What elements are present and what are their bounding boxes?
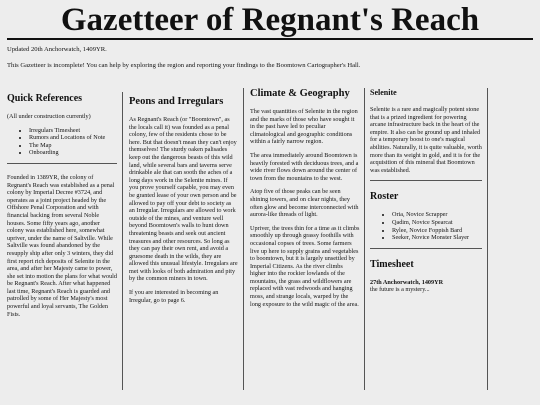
quick-references-list: [7, 127, 117, 157]
peons-paragraph-2: If you are interested in becoming an Irregular, go to page 6.: [129, 289, 219, 304]
selenite-heading: Selenite: [370, 88, 397, 97]
quick-ref-link-map[interactable]: • The Map: [29, 142, 117, 150]
column-divider: [487, 88, 488, 390]
colony-history-text: Founded in 1389YR, the colony of Regnant's Reach was established as a penal colony by Imperial Decree #3724, and operates as a joint project headed by the Offshore Penal Corporation and with financial backing from several Noble houses. Some fifty years ago, another colony was established here, somewhat upriver, under the name of Saltville. While Saltville was found abandoned by the resupply ship after only 3 winters, they did first report rich deposits of Selenite in the area, and after her Majesty came to power, she set into motion the plans for what would be Regnant's Reach. After what happened last time, Regnant's Reach is guarded and patrolled by some of Her Majesty's most powerful and loyal servants, The Golden Fists.: [7, 173, 117, 318]
updated-date: Updated 20th Anchorwatch, 1409YR.: [7, 46, 107, 53]
climate-column: [250, 88, 360, 314]
quick-ref-link-irregulars-timesheet[interactable]: • Irregulars Timesheet: [29, 127, 117, 135]
column-divider: [122, 92, 123, 390]
roster-heading: Roster: [370, 191, 399, 203]
quick-ref-link-onboarding[interactable]: • Onboarding: [29, 149, 117, 157]
column-divider: [364, 88, 365, 390]
column-divider: [243, 88, 244, 390]
selenite-text: Selenite is a rare and magically potent stone that is a prized ingredient for powering arcane infrastructure back in the heart of the empire. It also can be ground up and inhaled for a temporary boost to one's magical abilities. Naturally, it is quite valuable, worth more than its weight in gold, and it is for the acquisition of this mineral that Boomtown was established.: [370, 106, 482, 174]
quick-ref-link-rumors[interactable]: • Rumors and Locations of Note: [29, 134, 117, 142]
section-divider: [7, 163, 117, 164]
quick-references-column: [7, 93, 117, 324]
roster-item: • Oria, Novice Scrapper: [392, 211, 482, 219]
quick-references-heading: Quick References: [7, 93, 83, 104]
roster-list: [370, 211, 482, 241]
quick-references-note: (All under construction currently): [7, 113, 91, 120]
section-divider: [370, 180, 482, 181]
roster-item: • Rylee, Novice Foppish Bard: [392, 227, 482, 235]
timesheet-text: the future is a mystery...: [370, 286, 430, 294]
peons-column: [129, 96, 238, 310]
climate-paragraph-2: The area immediately around Boomtown is heavily forested with deciduous trees, and a wide river flows down around the center of town from the mountains to the west.: [250, 151, 359, 182]
peons-heading: Peons and Irregulars: [129, 96, 224, 107]
page-title: Gazetteer of Regnant's Reach: [60, 2, 480, 38]
incomplete-notice: This Gazetteer is incomplete! You can help by exploring the region and reporting your findings to the Boomtown Cartographer's Hall.: [7, 62, 361, 69]
timesheet-date: 27th Anchorwatch, 1409YR: [370, 278, 444, 286]
title-divider: [7, 38, 533, 40]
sidebar-column: [370, 88, 482, 294]
climate-paragraph-3: Atop five of those peaks can be seen shining towers, and on clear nights, they often glow and become interconnected with aurora-like threads of light.: [250, 188, 359, 219]
climate-paragraph-1: The vast quantities of Selenite in the region and the marks of those who have sought it in the past have led to peculiar climatological and geographic conditions within a fairly narrow region.: [250, 108, 358, 146]
section-divider: [370, 248, 482, 249]
climate-heading: Climate & Geography: [250, 88, 350, 99]
timesheet-heading: Timesheet: [370, 258, 414, 270]
climate-paragraph-4: Upriver, the trees thin for a time as it climbs smoothly up through grassy foothills with occasional copses of trees. Some farmers live up here to supply grains and vegetables to boomtown, but it is largely unsettled by Imperial Citizens. As the river climbs higher into the rockier lowlands of the mountains, the grass and wildflowers are replaced with vast redwoods and hanging moss, and strange locals, warped by the long exposure to the wild magic of the area.: [250, 224, 360, 308]
roster-item: • Qadim, Novice Spearcat: [392, 219, 482, 227]
roster-item: • Seeker, Novice Monster Slayer: [392, 234, 482, 242]
peons-paragraph-1: As Regnant's Reach (or "Boomtown", as the locals call it) was founded as a penal colony, few of the residents chose to be here. But that doesn't mean they can't enjoy themselves! The sturdy oaken palisades keep out the dangerous beasts of this wild land, while several bars and taverns serve drinkable ale that can sooth the aches of a long days work in the Selenite mines. If you prove yourself capable, you may even be granted lease of your own person and be allowed to pay off your debt to society as an Irregular. Irregulars are allowed to work outside of the mines, and venture well beyond Boomtown's walls to hunt down threatening beasts and seek out ancient treasures and other resources. So long as they can pay their own rent, and avoid a gruesome death in the wilds, they are allowed this unusual lifestyle. Irregulars are met with looks of both admiration and pity by the common miners in town.: [129, 116, 238, 283]
